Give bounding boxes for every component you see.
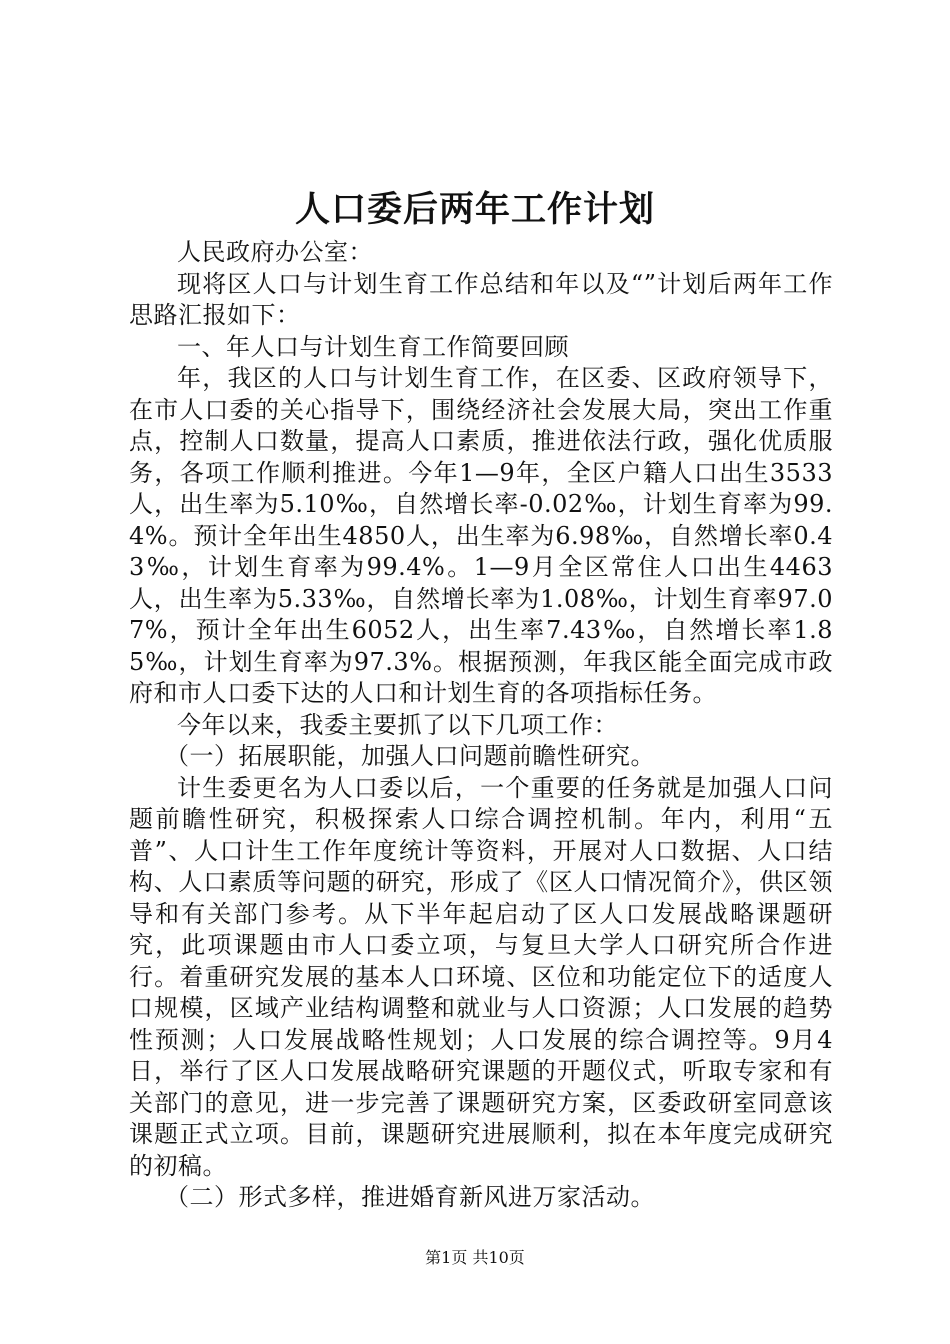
salutation-paragraph: 人民政府办公室： [177,238,373,266]
intro-paragraph: 现将区人口与计划生育工作总结和年以及“”计划后两年工作思路汇报如下： [129,269,833,329]
document-body [129,237,833,1214]
work-intro-paragraph: 今年以来，我委主要抓了以下几项工作： [177,710,618,739]
document-title: 人口委后两年工作计划 [294,190,655,230]
research-paragraph: 计生委更名为人口委以后，一个重要的任务就是加强人口问题前瞻性研究，积极探索人口综合调控机制。年内，利用“五普”、人口计生工作年度统计等资料，开展对人口数据、人口结构、人口素质等问题的研究，形成了《区人口情况简介》，供区领导和有关部门参考。从下半年起启动了区人口发展战略课题研究，此项课题由市人口委立项，与复旦大学人口研究所合作进行。着重研究发展的基本人口环境、区位和功能定位下的适度人口规模，区域产业结构调整和就业与人口资源；人口发展的趋势性预测；人口发展战略性规划；人口发展的综合调控等。9月4日，举行了区人口发展战略研究课题的开题仪式，听取专家和有关部门的意见，进一步完善了课题研究方案，区委政研室同意该课题正式立项。目前，课题研究进展顺利，拟在本年度完成研究的初稿。 [129,773,833,1180]
section-heading-1: 一、年人口与计划生育工作简要回顾 [177,332,569,361]
subsection-heading-2: （二）形式多样，推进婚育新风进万家活动。 [165,1183,655,1211]
page-footer: 第1页 共10页 [425,1248,525,1267]
subsection-heading-1: （一）拓展职能，加强人口问题前瞻性研究。 [165,742,655,770]
review-paragraph: 年，我区的人口与计划生育工作，在区委、区政府领导下，在市人口委的关心指导下，围绕经济社会发展大局，突出工作重点，控制人口数量，提高人口素质，推进依法行政，强化优质服务，各项工作顺利推进。今年1—9年，全区户籍人口出生3533人，出生率为5.10‰，自然增长率-0.02‰，计划生育率为99.4%。预计全年出生4850人，出生率为6.98‰，自然增长率0.43‰，计划生育率为99.4%。1—9月全区常住人口出生4463人，出生率为5.33‰，自然增长率为1.08‰，计划生育率97.07%，预计全年出生6052人，出生率7.43‰，自然增长率1.85‰，计划生育率为97.3%。根据预测，年我区能全面完成市政府和市人口委下达的人口和计划生育的各项指标任务。 [129,364,833,707]
